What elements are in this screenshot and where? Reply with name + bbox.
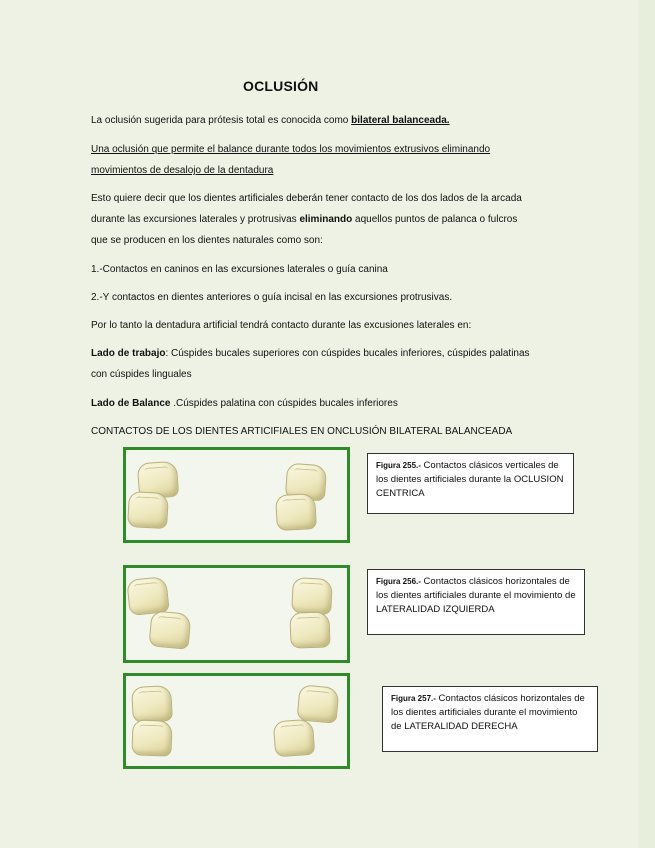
section-heading: CONTACTOS DE LOS DIENTES ARTICIFIALES EN ONCLUSIÓN BILATERAL BALANCEADA [91, 426, 513, 437]
figure-255-image [123, 447, 350, 543]
tooth-upper-left [126, 576, 170, 616]
figure-256-caption [367, 569, 585, 635]
explanation-text-c: aquellos puntos de palanca o fulcros [352, 214, 518, 225]
balance-side-label: Lado de Balance [91, 398, 171, 409]
tooth-upper-right [291, 577, 333, 615]
paragraph-explanation [91, 188, 561, 251]
figure-257-number: Figura 257.- [391, 694, 436, 703]
definition-line-1: Una oclusión que permite el balance durante todos los movimientos extrusivos eliminando [91, 144, 491, 155]
tooth-lower-left [131, 719, 172, 756]
definition-line-2: movimientos de desalojo de la dentadura [91, 165, 274, 176]
explanation-text-a: durante las excursiones laterales y protrusivas [91, 214, 300, 225]
explanation-line-3: que se producen en los dientes naturales como son: [91, 235, 323, 246]
paragraph-conclusion: Por lo tanto la dentadura artificial tendrá contacto durante las excusiones laterales en: [91, 320, 472, 331]
figure-256-number: Figura 256.- [376, 577, 421, 586]
figure-256-image [123, 565, 350, 663]
working-side-label: Lado de trabajo [91, 348, 166, 359]
figure-257-image [123, 673, 350, 769]
paragraph-definition [91, 139, 561, 181]
figure-255-number: Figura 255.- [376, 461, 421, 470]
list-item-1: 1.-Contactos en caninos en las excursiones laterales o guía canina [91, 264, 388, 275]
figure-255-text: Contactos clásicos verticales de los dientes artificiales durante la OCLUSION CENTRICA [376, 460, 564, 499]
tooth-lower-right [289, 611, 330, 648]
tooth-lower-right [273, 719, 315, 758]
list-item-2: 2.-Y contactos en dientes anteriores o guía incisal en las excursiones protrusivas. [91, 292, 453, 303]
figure-257-text: Contactos clásicos horizontales de los dientes artificiales durante el movimiento de LATERALIDAD DERECHA [391, 693, 585, 732]
paragraph-working-side [91, 343, 561, 385]
balance-side-text: .Cúspides palatina con cúspides bucales inferiores [170, 398, 398, 409]
tooth-lower-right [275, 493, 317, 531]
intro-emphasis: bilateral balanceada. [351, 115, 450, 126]
explanation-line-1: Esto quiere decir que los dientes artificiales deberán tener contacto de los dos lados de la arcada [91, 193, 522, 204]
tooth-lower-left [127, 491, 169, 529]
paragraph-balance-side [91, 393, 561, 414]
figure-256-text: Contactos clásicos horizontales de los dientes artificiales durante el movimiento de LATERALIDAD IZQUIERDA [376, 576, 576, 615]
explanation-bold: eliminando [299, 214, 353, 225]
working-side-line-1 [91, 343, 561, 364]
intro-text: La oclusión sugerida para prótesis total es conocida como [91, 115, 352, 126]
figure-255-caption [367, 453, 574, 514]
tooth-upper-left [131, 685, 173, 723]
page-title: OCLUSIÓN [243, 78, 319, 94]
working-side-text: : Cúspides bucales superiores con cúspides bucales inferiores, cúspides palatinas [165, 348, 530, 359]
tooth-upper-right [297, 684, 340, 723]
figure-257-caption [382, 686, 598, 752]
paragraph-intro [91, 110, 561, 131]
explanation-line-2 [91, 209, 561, 230]
tooth-lower-left [149, 610, 192, 649]
working-side-line-2: con cúspides linguales [91, 369, 192, 380]
